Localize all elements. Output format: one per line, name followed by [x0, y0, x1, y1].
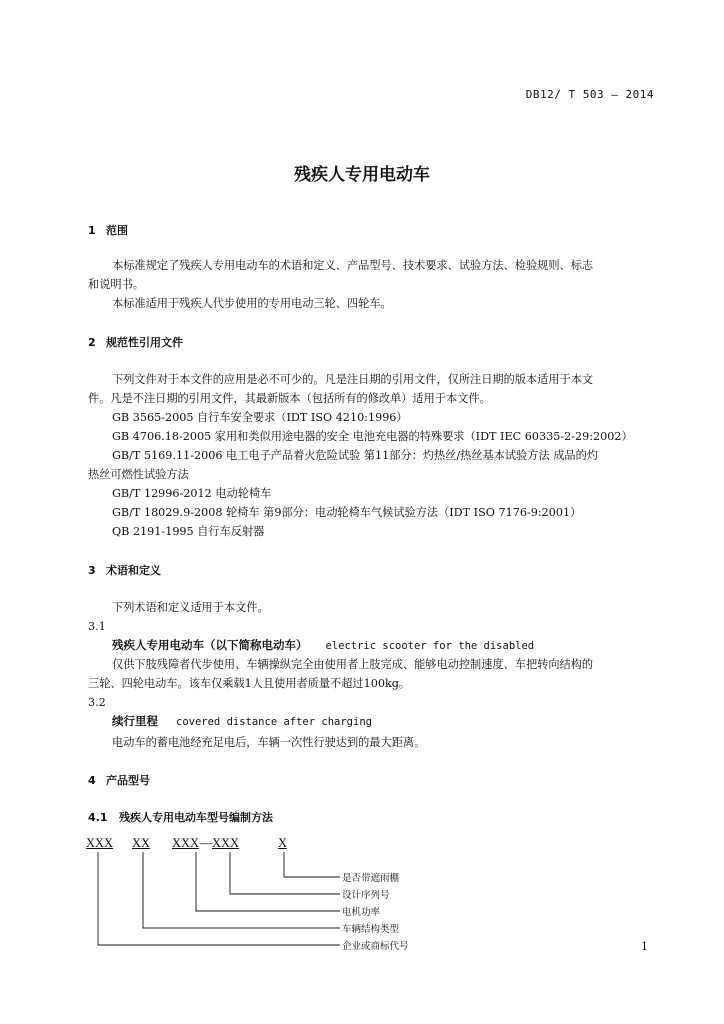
- reference-item: GB/T 18029.9-2008 轮椅车 第9部分：电动轮椅车气候试验方法（IDT ISO 7176-9:2001）: [112, 506, 582, 519]
- leader-line-structure: [143, 852, 340, 928]
- term-english: covered distance after charging: [176, 716, 372, 728]
- code-label-canopy: 是否带遮雨棚: [342, 873, 400, 884]
- term-number: 3.1: [88, 620, 106, 633]
- scope-paragraph-1a: 本标准规定了残疾人专用电动车的术语和定义、产品型号、技术要求、试验方法、检验规则、标志: [112, 259, 594, 272]
- document-title: 残疾人专用电动车: [294, 165, 430, 185]
- code-label-serial: 设计序列号: [342, 890, 390, 901]
- refs-intro-b: 件。凡是不注日期的引用文件，其最新版本（包括所有的修改单）适用于本文件。: [88, 392, 491, 405]
- reference-item: GB/T 5169.11-2006 电工电子产品着火危险试验 第11部分：灼热丝/热丝基本试验方法 成品的灼: [112, 449, 598, 462]
- scope-paragraph-1b: 和说明书。: [88, 278, 144, 291]
- code-field-enterprise: XXX: [86, 836, 114, 850]
- code-label-enterprise: 企业或商标代号: [342, 941, 409, 952]
- code-label-structure: 车辆结构类型: [342, 924, 400, 935]
- reference-item: QB 2191-1995 自行车反射器: [112, 525, 265, 538]
- section-number: 3: [88, 564, 96, 577]
- code-label-power: 电机功率: [342, 907, 381, 918]
- section-number: 2: [88, 336, 96, 349]
- scope-paragraph-2: 本标准适用于残疾人代步使用的专用电动三轮、四轮车。: [112, 297, 392, 310]
- term-definition: 电动车的蓄电池经充足电后，车辆一次性行驶达到的最大距离。: [112, 736, 426, 749]
- subsection-number: 4.1: [88, 811, 108, 824]
- reference-item: GB 4706.18-2005 家用和类似用途电器的安全 电池充电器的特殊要求（IDT IEC 60335-2-29:2002）: [112, 430, 633, 443]
- subsection-title: 残疾人专用电动车型号编制方法: [119, 811, 273, 824]
- term-name: 续行里程: [112, 714, 158, 728]
- refs-intro-a: 下列文件对于本文件的应用是必不可少的。凡是注日期的引用文件，仅所注日期的版本适用于本文: [112, 373, 594, 386]
- leader-line-canopy: [284, 852, 340, 877]
- code-field-structure: XX: [132, 836, 151, 850]
- reference-item: GB/T 12996-2012 电动轮椅车: [112, 487, 272, 500]
- reference-item: GB 3565-2005 自行车安全要求（IDT ISO 4210:1996）: [112, 411, 408, 424]
- section-title: 产品型号: [106, 774, 150, 787]
- term-english: electric scooter for the disabled: [325, 640, 535, 652]
- leader-line-power: [196, 852, 340, 911]
- leader-line-enterprise: [98, 852, 340, 945]
- reference-item-continued: 热丝可燃性试验方法: [88, 468, 189, 481]
- term-definition-a: 仅供下肢残障者代步使用、车辆操纵完全由使用者上肢完成、能够电动控制速度、车把转向结构的: [112, 658, 594, 671]
- code-dash: —: [200, 836, 213, 850]
- term-name: 残疾人专用电动车（以下简称电动车）: [112, 638, 308, 652]
- standard-id: DB12/ T 503 — 2014: [525, 88, 654, 101]
- leader-line-serial: [230, 852, 340, 894]
- code-field-serial: XXX: [212, 836, 240, 850]
- term-definition-b: 三轮、四轮电动车。该车仅乘载1人且使用者质量不超过100kg。: [88, 677, 411, 690]
- terms-intro: 下列术语和定义适用于本文件。: [112, 601, 269, 614]
- code-field-power: XXX: [172, 836, 200, 850]
- section-number: 4: [88, 774, 96, 787]
- section-title: 范围: [106, 224, 128, 237]
- code-field-canopy: X: [278, 836, 288, 850]
- page-number: 1: [641, 940, 648, 953]
- section-number: 1: [88, 224, 96, 237]
- term-number: 3.2: [88, 696, 106, 709]
- section-title: 规范性引用文件: [106, 336, 183, 349]
- section-title: 术语和定义: [106, 564, 161, 577]
